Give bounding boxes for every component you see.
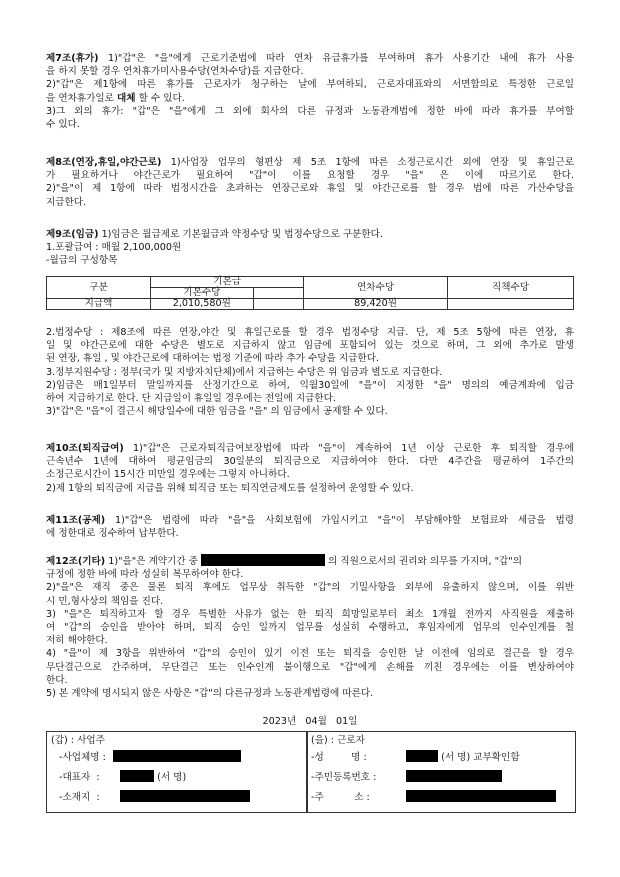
article-12-line: 4) "을"이 제 3항을 위반하여 "갑"의 승인이 있기 이전 또는 퇴직을 승인한 날 이전에 임의로 결근을 할 경우 xyxy=(46,648,574,660)
cell-category-header: 구분 xyxy=(47,277,151,299)
employee-signature-box xyxy=(306,731,576,813)
redacted-company xyxy=(201,554,325,566)
article-7-line: 제7조(휴가) 1)"갑"은 "을"에게 근로기준법에 따라 연차 유급휴가를 부여하며 휴가 사용기간 내에 휴가 사용 xyxy=(46,53,574,64)
article-10-line: 소정근로시간이 15시간 미만일 경우에는 그렇지 아니하다. xyxy=(46,469,290,481)
bold-word: 대체 xyxy=(116,92,136,104)
contract-date: 2023년 04월 01일 xyxy=(262,716,358,727)
rep-sign-label: (서 명) xyxy=(157,772,187,783)
article-10 xyxy=(46,442,574,495)
cell-empty xyxy=(253,299,304,310)
article-9-line: 하여 지급하기로 한다. 단 지급일이 휴일일 경우에는 전일에 지급한다. xyxy=(46,393,336,405)
fixed-pay: 1.포괄급여 : 매월 2,100,000원 xyxy=(46,242,182,254)
article-9-line: 된 연장, 휴일 , 및 야간근로에 대하여는 법정 기준에 따라 추가 수당을 지급한다. xyxy=(46,353,380,365)
article-8-line: 제8조(연장,휴일,야간근로) 1)사업장 업무의 형편상 제 5조 1항에 따른 소정근로시간 외에 연장 및 휴일근로 xyxy=(46,157,574,168)
cell-annual-header: 연차수당 xyxy=(304,277,448,299)
salary-table xyxy=(46,276,574,310)
article-12-line: 한다. xyxy=(46,674,68,686)
article-7-line: 수 있다. xyxy=(46,119,80,131)
article-12-line: 저히 해야한다. xyxy=(46,635,108,647)
article-9-line: 제9조(임금) 1)임금은 월급제로 기본월급과 약정수당 및 법정수당으로 구분한다. xyxy=(46,229,383,240)
cell-annual-amount: 89,420원 xyxy=(304,299,448,310)
employer-rep-row: -대표자 : (서 명) xyxy=(59,772,187,783)
employer-header: (갑) : 사업주 xyxy=(51,735,105,746)
cell-empty xyxy=(253,288,304,299)
article-12-line: 3) "을"은 퇴직하고자 할 경우 특별한 사유가 없는 한 퇴직 희망일로부터 최소 1개월 전까지 사직원을 제출하 xyxy=(46,608,574,620)
article-9-title: 제9조(임금) xyxy=(46,229,99,240)
article-10-line: 근속년수 1년에 대하여 평균임금의 30일분의 퇴직금으로 지급하여야 한다. 다만 4주간을 평균하여 1주간의 xyxy=(46,456,574,468)
article-7-line: 을 연차휴가일로 대체 할 수 있다. xyxy=(46,92,185,104)
redacted-company-name xyxy=(113,750,241,762)
article-8-line: 가 필요하거나 야간근로가 필요하여 "갑"이 이를 요청할 경우 "을" 은 이에 따르기로 한다. xyxy=(46,170,574,182)
pay-composition-label: -월급의 구성항목 xyxy=(46,255,118,267)
article-8-title: 제8조(연장,휴일,야간근로) xyxy=(46,157,162,168)
article-12-line: 시 민,형사상의 책임을 진다. xyxy=(46,595,164,607)
article-7 xyxy=(46,52,574,131)
article-12-line: 2)"을"은 재직 중은 물론 퇴직 후에도 업무상 취득한 "갑"의 기밀사항을 외부에 유출하지 않으며, 이를 위반 xyxy=(46,582,574,594)
article-9-line: 3.정부지원수당 : 정부(국가 및 지방자치단체)에서 지급하는 수당은 위 임금과 별도로 지급한다. xyxy=(46,366,443,378)
article-12-title: 제12조(기타) xyxy=(46,556,106,567)
cell-position-amount xyxy=(448,299,574,310)
article-7-line: 을 하지 못할 경우 연차휴가미사용수당(연차수당)을 지급한다. xyxy=(46,66,304,78)
redacted-resident-number xyxy=(406,770,502,782)
article-12-line: 여 "갑"의 승인을 받아야 하며, 퇴직 승인 일까지 업무를 성실히 수행하고, 후임자에게 업무의 인수인계를 철 xyxy=(46,622,574,634)
article-10-line: 2)제 1항의 퇴직금에 지급을 위해 퇴직금 또는 퇴직연금제도를 설정하여 운영할 수 있다. xyxy=(46,482,414,494)
redacted-employee-name xyxy=(406,750,438,762)
employer-address-row: -소재지 : xyxy=(59,790,250,804)
article-7-title: 제7조(휴가) xyxy=(46,53,99,64)
article-8-line: 2)"을"이 제 1항에 따라 법정시간을 초과하는 연장근로와 휴일 및 야간근로를 할 경우 법에 따른 가산수당을 xyxy=(46,183,574,195)
article-12-line: 규정에 정한 바에 따라 성실히 복무하여야 한다. xyxy=(46,569,244,581)
article-12-line: 무단결근으로 간주하며, 무단결근 또는 인수인계 불이행으로 "갑"에게 손해를 끼친 경우에는 이를 변상하여야 xyxy=(46,661,574,673)
article-9-line: 2.법정수당 : 제8조에 따른 연장,야간 및 휴일근로를 할 경우 법정수당 지급. 단, 제 5조 5항에 따른 연장, 휴 xyxy=(46,327,574,338)
article-9-continued xyxy=(46,326,574,418)
article-7-line: 2)"갑"은 제1항에 따른 휴가를 근로자가 청구하는 날에 부여하되, 근로자대표와의 서면합의로 특정한 근로일 xyxy=(46,79,574,91)
article-8-line: 지급한다. xyxy=(46,196,87,208)
article-11-line: 제11조(공제) 1)"갑"은 법령에 따라 "을"을 사회보험에 가입시키고 "을"이 부담해야할 보험료와 세금을 법령 xyxy=(46,515,574,526)
cell-base-amount: 2,010,580원 xyxy=(151,299,253,310)
employee-header: (을) : 근로자 xyxy=(311,735,365,746)
cell-position-header: 직책수당 xyxy=(448,277,574,299)
article-11-line: 에 정한대로 징수하여 납부한다. xyxy=(46,528,179,540)
employee-sign-label: (서 명) 교부확인함 xyxy=(441,752,520,763)
article-10-title: 제10조(퇴직급여) xyxy=(46,443,124,454)
article-11-title: 제11조(공제) xyxy=(46,515,106,526)
redacted-employer-address xyxy=(120,790,250,802)
article-12-line: 5) 본 계약에 명시되지 않은 사항은 "갑"의 다른규정과 노동관계법령에 따른다. xyxy=(46,688,374,700)
employer-signature-box xyxy=(46,731,308,813)
cell-base-pay-header: 기본급 xyxy=(151,277,304,288)
article-10-line: 제10조(퇴직급여) 1)"갑"은 근로자퇴직급여보장법에 따라 "을"이 계속하여 1년 이상 근로한 후 퇴직할 경우에 xyxy=(46,443,574,454)
employee-address-row: -주 소 : xyxy=(311,790,556,804)
article-8 xyxy=(46,156,574,209)
article-9 xyxy=(46,228,574,268)
article-9-line: 3)"갑"은 "을"이 결근시 해당일수에 대한 임금을 "을" 의 임금에서 공제할 수 있다. xyxy=(46,406,388,418)
employer-company-row: -사업체명 : xyxy=(59,750,241,764)
article-12-line: 제12조(기타) 1)"을"은 계약기간 중 의 직원으로서의 권리와 의무를 가지며, "갑"의 xyxy=(46,556,522,567)
article-7-line: 3)그 외의 휴가: "갑"은 "을"에게 그 외에 회사의 다른 규정과 노동관계법에 정한 바에 따라 휴가를 부여할 xyxy=(46,105,574,117)
cell-base-allowance-header: 기본수당 xyxy=(151,288,253,299)
article-11 xyxy=(46,514,574,540)
article-9-line: 2)임금은 매1일부터 말일까지를 산정기간으로 하여, 익월30일에 "을"이 지정한 "을" 명의의 예금계좌에 입금 xyxy=(46,379,574,391)
cell-row-label: 지급액 xyxy=(47,299,151,310)
redacted-employee-address xyxy=(406,790,556,802)
article-12 xyxy=(46,554,574,700)
redacted-rep-name xyxy=(120,770,154,782)
employee-name-row: -성 명 : (서 명) 교부확인함 xyxy=(311,752,520,763)
article-9-line: 일 및 야간근로에 대한 수당은 별도로 지급하지 않고 임금에 포함되어 있는 것으로 하며, 그 외에 추가로 발생 xyxy=(46,340,574,352)
employee-id-row: -주민등록번호 : xyxy=(311,770,502,784)
